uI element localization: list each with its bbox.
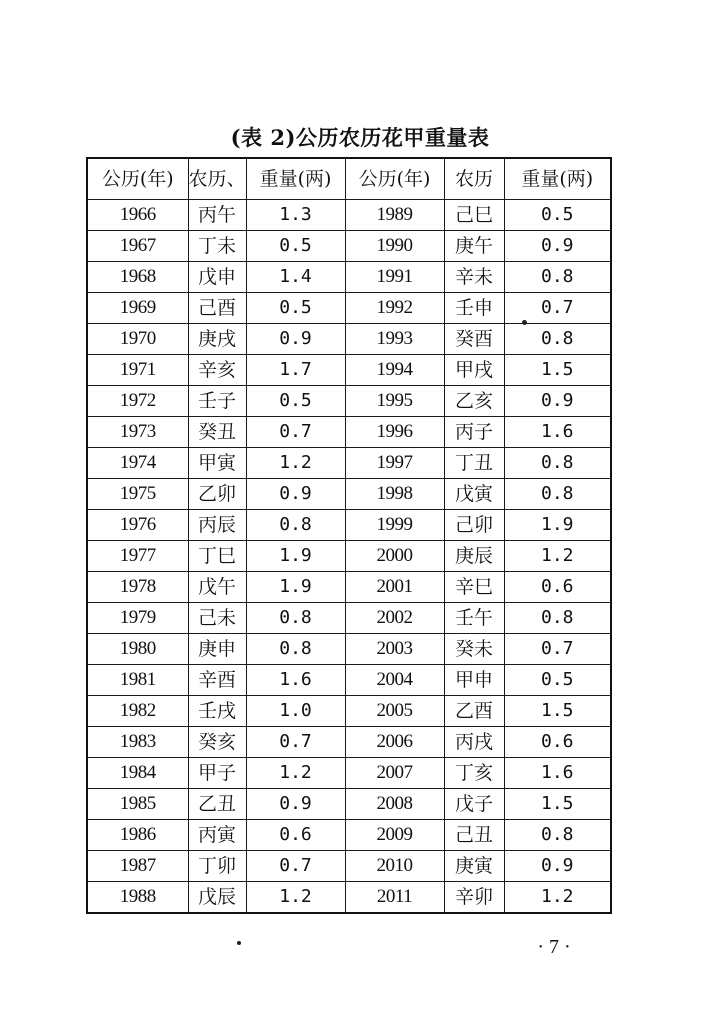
cell-weight-left: 0.5: [246, 386, 345, 417]
cell-weight-left: 0.9: [246, 479, 345, 510]
cell-year-left: 1986: [87, 820, 188, 851]
cell-lunar-left: 丁巳: [188, 541, 246, 572]
cell-weight-right: 0.6: [504, 727, 611, 758]
cell-weight-right: 0.6: [504, 572, 611, 603]
cell-lunar-right: 戊子: [444, 789, 504, 820]
cell-weight-right: 1.2: [504, 541, 611, 572]
table-row: [87, 603, 611, 634]
cell-lunar-left: 庚申: [188, 634, 246, 665]
cell-lunar-right: 丙戌: [444, 727, 504, 758]
cell-year-right: 1990: [345, 231, 444, 262]
table-row: [87, 448, 611, 479]
cell-year-right: 2000: [345, 541, 444, 572]
table-row: [87, 386, 611, 417]
cell-year-left: 1984: [87, 758, 188, 789]
cell-lunar-right: 丁丑: [444, 448, 504, 479]
cell-weight-right: 0.8: [504, 820, 611, 851]
cell-year-right: 2006: [345, 727, 444, 758]
cell-year-left: 1966: [87, 200, 188, 231]
cell-weight-right: 0.5: [504, 665, 611, 696]
cell-year-right: 1994: [345, 355, 444, 386]
cell-year-right: 2002: [345, 603, 444, 634]
table-row: [87, 417, 611, 448]
cell-lunar-left: 乙丑: [188, 789, 246, 820]
table-row: [87, 727, 611, 758]
cell-year-left: 1971: [87, 355, 188, 386]
table-row: [87, 634, 611, 665]
cell-year-left: 1967: [87, 231, 188, 262]
cell-weight-left: 0.8: [246, 634, 345, 665]
cell-lunar-right: 乙酉: [444, 696, 504, 727]
cell-lunar-right: 丁亥: [444, 758, 504, 789]
cell-lunar-right: 壬午: [444, 603, 504, 634]
cell-year-right: 2003: [345, 634, 444, 665]
cell-lunar-left: 癸丑: [188, 417, 246, 448]
table-row: [87, 231, 611, 262]
cell-lunar-left: 丙午: [188, 200, 246, 231]
cell-lunar-left: 甲子: [188, 758, 246, 789]
header-weight-left: 重量(两): [246, 158, 345, 200]
cell-lunar-right: 庚辰: [444, 541, 504, 572]
cell-lunar-right: 癸酉: [444, 324, 504, 355]
cell-year-left: 1976: [87, 510, 188, 541]
cell-year-right: 2009: [345, 820, 444, 851]
cell-year-right: 2001: [345, 572, 444, 603]
cell-lunar-left: 壬戌: [188, 696, 246, 727]
table-row: [87, 510, 611, 541]
print-speck: [522, 320, 527, 325]
cell-lunar-left: 己未: [188, 603, 246, 634]
cell-year-left: 1977: [87, 541, 188, 572]
cell-weight-left: 0.8: [246, 603, 345, 634]
cell-year-left: 1968: [87, 262, 188, 293]
cell-lunar-right: 乙亥: [444, 386, 504, 417]
cell-weight-left: 1.3: [246, 200, 345, 231]
cell-lunar-right: 己丑: [444, 820, 504, 851]
table-row: [87, 293, 611, 324]
cell-lunar-left: 己酉: [188, 293, 246, 324]
cell-weight-left: 0.6: [246, 820, 345, 851]
cell-year-right: 1992: [345, 293, 444, 324]
cell-year-left: 1983: [87, 727, 188, 758]
table-row: [87, 324, 611, 355]
cell-lunar-right: 庚寅: [444, 851, 504, 882]
table-row: [87, 665, 611, 696]
table-row: [87, 200, 611, 231]
cell-lunar-right: 甲申: [444, 665, 504, 696]
cell-lunar-left: 戊午: [188, 572, 246, 603]
cell-weight-right: 1.6: [504, 417, 611, 448]
cell-lunar-right: 己卯: [444, 510, 504, 541]
cell-year-right: 2007: [345, 758, 444, 789]
cell-year-right: 1996: [345, 417, 444, 448]
cell-year-right: 1991: [345, 262, 444, 293]
cell-year-right: 1998: [345, 479, 444, 510]
cell-year-right: 2004: [345, 665, 444, 696]
cell-lunar-right: 壬申: [444, 293, 504, 324]
table-header-row: [87, 158, 611, 200]
cell-weight-left: 0.8: [246, 510, 345, 541]
cell-weight-right: 0.9: [504, 851, 611, 882]
table-row: [87, 820, 611, 851]
cell-weight-left: 0.9: [246, 324, 345, 355]
header-weight-right: 重量(两): [504, 158, 611, 200]
cell-weight-right: 1.2: [504, 882, 611, 914]
cell-lunar-left: 辛酉: [188, 665, 246, 696]
cell-weight-left: 1.2: [246, 882, 345, 914]
cell-weight-right: 0.8: [504, 479, 611, 510]
cell-lunar-left: 壬子: [188, 386, 246, 417]
table-row: [87, 758, 611, 789]
cell-weight-left: 0.5: [246, 231, 345, 262]
cell-lunar-right: 辛卯: [444, 882, 504, 914]
almanac-weight-table: [86, 157, 612, 914]
cell-weight-left: 0.5: [246, 293, 345, 324]
cell-year-right: 2011: [345, 882, 444, 914]
table-row: [87, 541, 611, 572]
cell-lunar-left: 甲寅: [188, 448, 246, 479]
cell-weight-right: 1.9: [504, 510, 611, 541]
cell-lunar-left: 辛亥: [188, 355, 246, 386]
cell-year-right: 1993: [345, 324, 444, 355]
cell-year-left: 1982: [87, 696, 188, 727]
cell-weight-left: 1.7: [246, 355, 345, 386]
cell-weight-right: 1.5: [504, 355, 611, 386]
print-speck: [237, 941, 241, 945]
cell-lunar-right: 辛巳: [444, 572, 504, 603]
cell-weight-right: 1.5: [504, 696, 611, 727]
cell-weight-left: 1.2: [246, 448, 345, 479]
table-row: [87, 882, 611, 914]
cell-weight-right: 0.8: [504, 324, 611, 355]
cell-lunar-left: 庚戌: [188, 324, 246, 355]
cell-weight-left: 1.0: [246, 696, 345, 727]
cell-weight-right: 0.7: [504, 634, 611, 665]
cell-weight-right: 0.5: [504, 200, 611, 231]
cell-lunar-right: 辛未: [444, 262, 504, 293]
page-number: · 7 ·: [537, 936, 571, 958]
cell-lunar-left: 戊辰: [188, 882, 246, 914]
table-row: [87, 696, 611, 727]
cell-weight-right: 0.8: [504, 603, 611, 634]
cell-year-right: 1989: [345, 200, 444, 231]
header-lunar-right: 农历: [444, 158, 504, 200]
cell-lunar-right: 丙子: [444, 417, 504, 448]
cell-weight-right: 1.6: [504, 758, 611, 789]
cell-year-left: 1972: [87, 386, 188, 417]
cell-weight-right: 0.9: [504, 386, 611, 417]
table-row: [87, 572, 611, 603]
table-row: [87, 851, 611, 882]
cell-year-left: 1980: [87, 634, 188, 665]
header-lunar-left: 农历、: [188, 158, 246, 200]
cell-year-left: 1975: [87, 479, 188, 510]
cell-weight-left: 1.9: [246, 572, 345, 603]
cell-lunar-left: 乙卯: [188, 479, 246, 510]
cell-lunar-left: 戊申: [188, 262, 246, 293]
cell-lunar-right: 庚午: [444, 231, 504, 262]
table-row: [87, 262, 611, 293]
cell-lunar-right: 戊寅: [444, 479, 504, 510]
cell-year-left: 1974: [87, 448, 188, 479]
cell-year-right: 2010: [345, 851, 444, 882]
cell-year-left: 1970: [87, 324, 188, 355]
cell-weight-left: 0.7: [246, 727, 345, 758]
cell-year-left: 1969: [87, 293, 188, 324]
cell-weight-left: 0.7: [246, 851, 345, 882]
cell-weight-left: 1.6: [246, 665, 345, 696]
cell-weight-left: 0.9: [246, 789, 345, 820]
header-year-left: 公历(年): [87, 158, 188, 200]
cell-lunar-right: 甲戌: [444, 355, 504, 386]
cell-weight-right: 0.8: [504, 262, 611, 293]
cell-year-left: 1987: [87, 851, 188, 882]
cell-year-right: 1995: [345, 386, 444, 417]
cell-weight-left: 1.2: [246, 758, 345, 789]
cell-year-left: 1979: [87, 603, 188, 634]
cell-weight-right: 0.9: [504, 231, 611, 262]
table-body: [87, 200, 611, 914]
cell-year-left: 1988: [87, 882, 188, 914]
cell-year-right: 1997: [345, 448, 444, 479]
cell-weight-left: 1.9: [246, 541, 345, 572]
table-row: [87, 355, 611, 386]
cell-year-left: 1973: [87, 417, 188, 448]
cell-lunar-left: 丙寅: [188, 820, 246, 851]
cell-year-right: 2008: [345, 789, 444, 820]
cell-lunar-right: 癸未: [444, 634, 504, 665]
cell-year-left: 1985: [87, 789, 188, 820]
cell-weight-right: 1.5: [504, 789, 611, 820]
cell-year-right: 2005: [345, 696, 444, 727]
cell-lunar-left: 丁未: [188, 231, 246, 262]
cell-lunar-right: 己巳: [444, 200, 504, 231]
cell-weight-right: 0.7: [504, 293, 611, 324]
table-row: [87, 789, 611, 820]
cell-weight-left: 0.7: [246, 417, 345, 448]
cell-lunar-left: 癸亥: [188, 727, 246, 758]
cell-year-left: 1978: [87, 572, 188, 603]
cell-weight-right: 0.8: [504, 448, 611, 479]
cell-year-left: 1981: [87, 665, 188, 696]
header-year-right: 公历(年): [345, 158, 444, 200]
table-row: [87, 479, 611, 510]
cell-lunar-left: 丁卯: [188, 851, 246, 882]
cell-lunar-left: 丙辰: [188, 510, 246, 541]
cell-weight-left: 1.4: [246, 262, 345, 293]
table-title: (表 2)公历农历花甲重量表: [230, 125, 490, 150]
cell-year-right: 1999: [345, 510, 444, 541]
